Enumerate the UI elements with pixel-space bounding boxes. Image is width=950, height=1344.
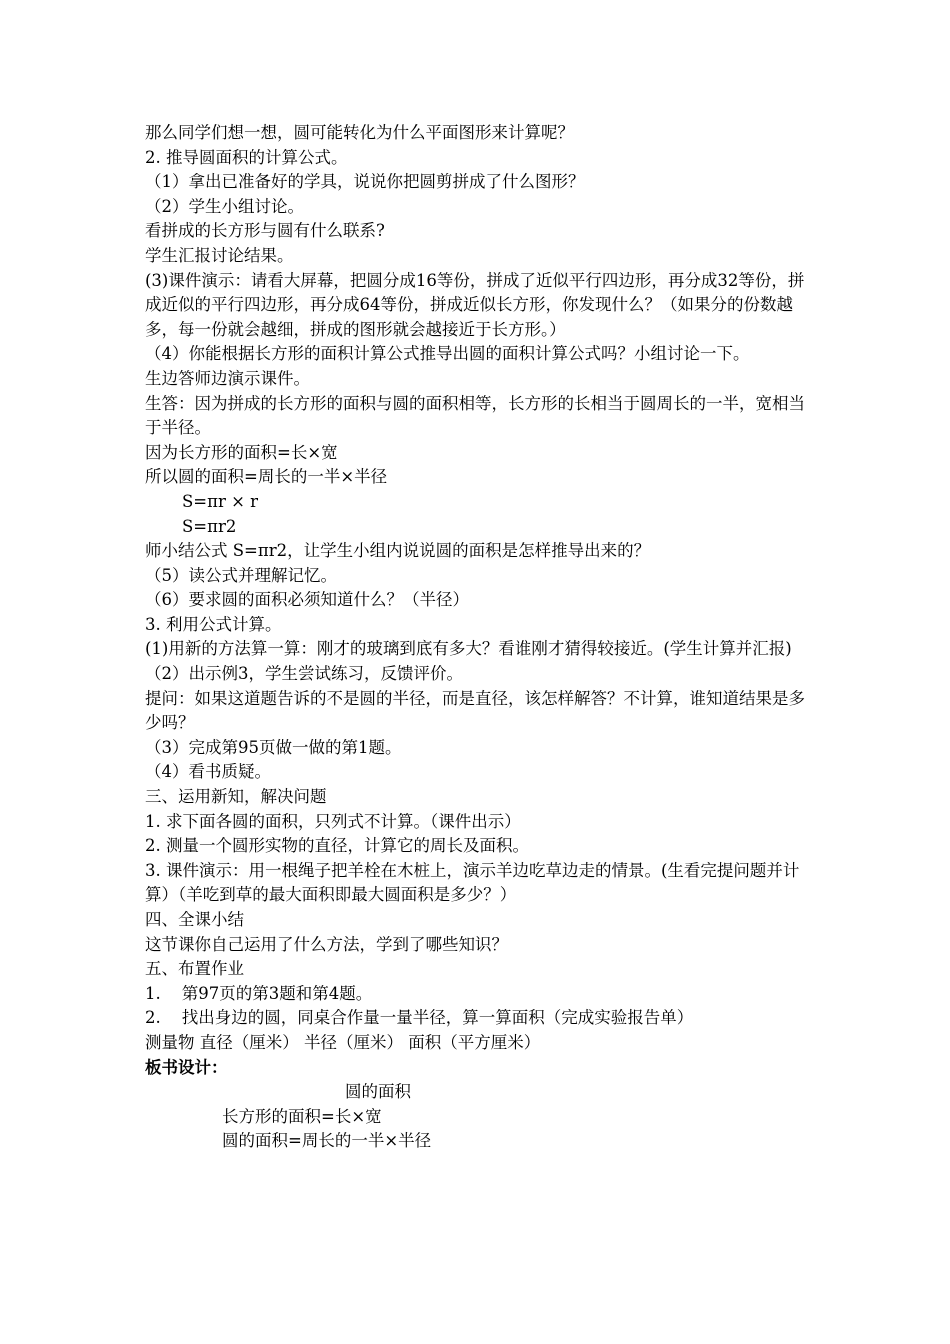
section-heading: 三、运用新知，解决问题	[145, 787, 327, 807]
text-paragraph: 3. 课件演示：用一根绳子把羊栓在木桩上，演示羊边吃草边走的情景。(生看完提问题并计算）（羊吃到草的最大面积即最大圆面积是多少？）	[145, 860, 800, 905]
section-heading: 五、布置作业	[145, 959, 244, 979]
text-line: 看拼成的长方形与圆有什么联系?	[145, 221, 385, 241]
text-line: 学生汇报讨论结果。	[145, 245, 294, 265]
text-line: 因为长方形的面积=长×宽	[145, 442, 338, 462]
text-paragraph: （4）你能根据长方形的面积计算公式推导出圆的面积计算公式吗？小组讨论一下。	[145, 344, 750, 364]
text-line: （6）要求圆的面积必须知道什么？（半径）	[145, 590, 469, 610]
text-line: （3）完成第95页做一做的第1题。	[145, 737, 402, 757]
text-paragraph: 提问：如果这道题告诉的不是圆的半径，而是直径，该怎样解答？不计算，谁知道结果是多少吗？	[145, 688, 805, 733]
text-paragraph: 生答：因为拼成的长方形的面积与圆的面积相等，长方形的长相当于圆周长的一半，宽相当于半径。	[145, 393, 805, 438]
text-paragraph: (1)用新的方法算一算：刚才的玻璃到底有多大？看谁刚才猜得较接近。(学生计算并汇报)	[145, 639, 792, 659]
board-line: 长方形的面积=长×宽	[222, 1106, 382, 1126]
board-title: 圆的面积	[345, 1082, 411, 1102]
formula-line: S=πr × r	[182, 491, 259, 511]
document-body	[145, 121, 810, 1154]
formula-line: S=πr2	[182, 516, 237, 536]
text-line: （2）出示例3，学生尝试练习，反馈评价。	[145, 664, 463, 684]
section-heading: 3. 利用公式计算。	[145, 614, 282, 634]
text-line: （5）读公式并理解记忆。	[145, 565, 337, 585]
list-item: 2. 找出身边的圆，同桌合作量一量半径，算一算面积（完成实验报告单）	[145, 1008, 694, 1028]
section-heading: 四、全课小结	[145, 910, 244, 929]
text-line: 2. 测量一个圆形实物的直径，计算它的周长及面积。	[145, 836, 529, 856]
text-line: 1. 求下面各圆的面积，只列式不计算。（课件出示）	[145, 811, 521, 831]
text-line: 生边答师边演示课件。	[145, 368, 310, 388]
text-line: 所以圆的面积=周长的一半×半径	[145, 467, 388, 487]
text-line: 这节课你自己运用了什么方法，学到了哪些知识？	[145, 934, 508, 954]
section-heading: 2. 推导圆面积的计算公式。	[145, 147, 348, 167]
board-line: 圆的面积=周长的一半×半径	[222, 1131, 432, 1151]
text-line: 师小结公式 S=πr2，让学生小组内说说圆的面积是怎样推导出来的？	[145, 541, 651, 561]
board-heading: 板书设计：	[145, 1057, 228, 1077]
list-item: 1. 第97页的第3题和第4题。	[145, 983, 373, 1003]
text-paragraph: (3)课件演示：请看大屏幕，把圆分成16等份，拼成了近似平行四边形，再分成32等份，拼成近似的平行四边形，再分成64等份，拼成近似长方形，你发现什么？（如果分的份数越多，每一份就会越细，拼成的图形就会越接近于长方形。）	[145, 270, 805, 339]
text-line: （4）看书质疑。	[145, 762, 271, 782]
text-line: 测量物 直径（厘米） 半径（厘米） 面积（平方厘米）	[145, 1032, 541, 1052]
text-line: （2）学生小组讨论。	[145, 196, 304, 216]
text-line: （1）拿出已准备好的学具，说说你把圆剪拼成了什么图形？	[145, 172, 585, 192]
text-line: 那么同学们想一想，圆可能转化为什么平面图形来计算呢？	[145, 123, 574, 142]
